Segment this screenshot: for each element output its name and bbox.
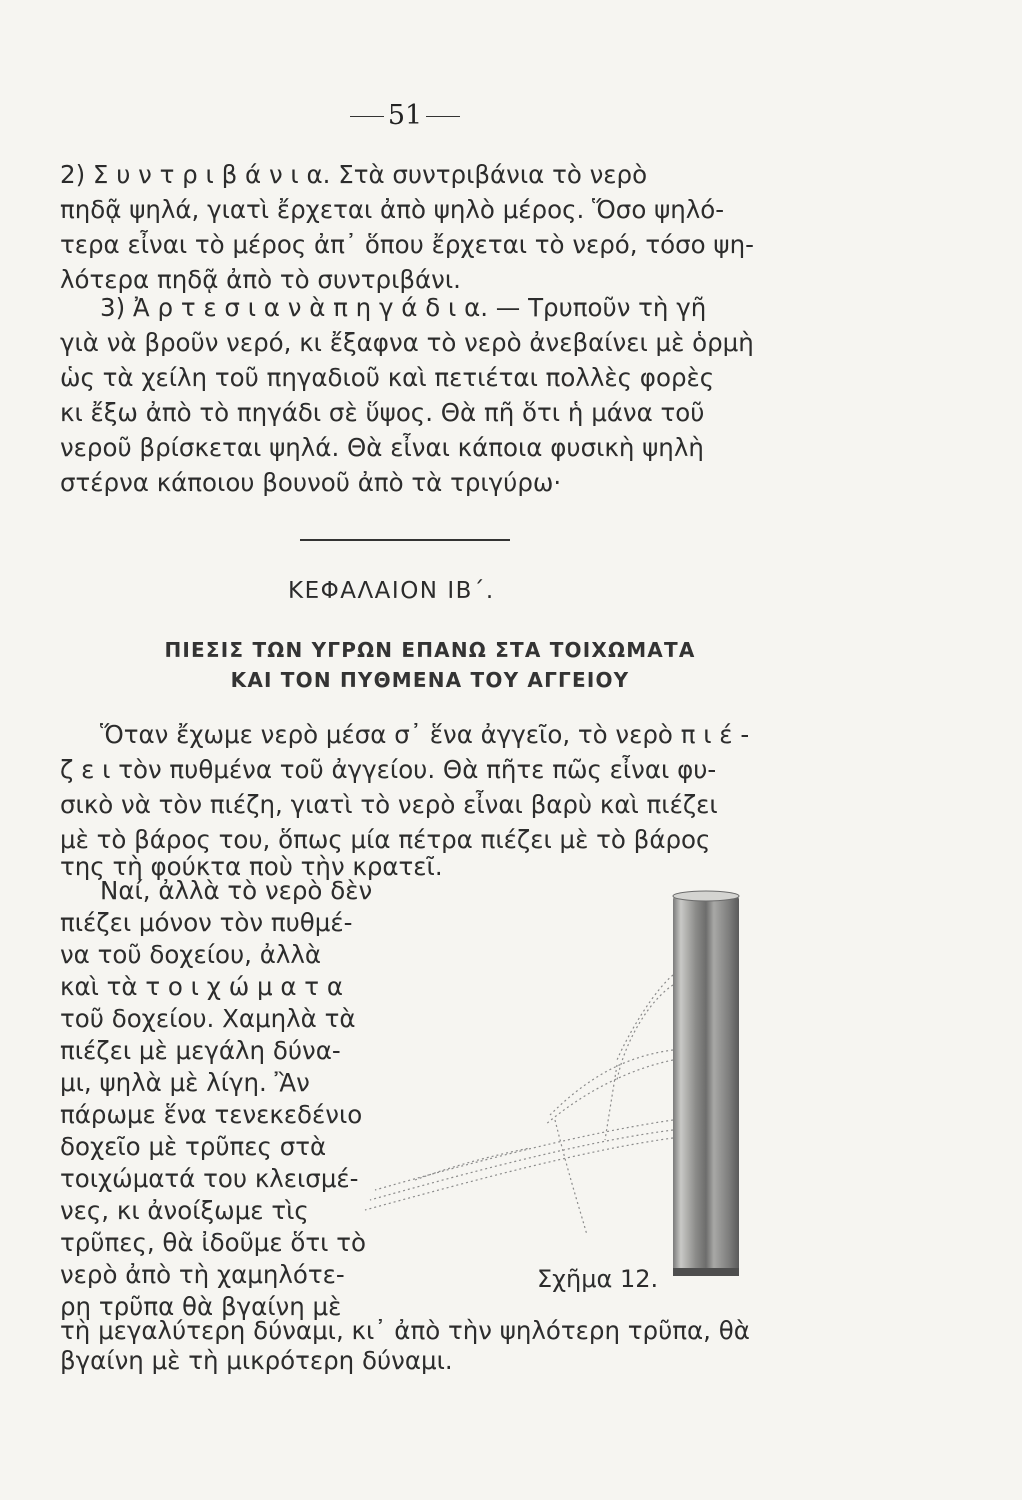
para3-line: ζ ε ι τὸν πυθμένα τοῦ ἀγγείου. Θὰ πῆτε πῶς εἶναι φυ- [60, 755, 717, 784]
water-jets [365, 975, 673, 1235]
dash-left [350, 116, 384, 117]
page-number [340, 100, 470, 131]
para4-line: τοιχώματά του κλεισμέ- [60, 1164, 359, 1193]
dash-right [426, 116, 460, 117]
section-divider [300, 539, 510, 541]
para1-line: πηδᾷ ψηλά, γιατὶ ἔρχεται ἀπὸ ψηλὸ μέρος. Ὅσο ψηλό- [60, 195, 725, 224]
para4-line: πιέζει μὲ μεγάλη δύνα- [60, 1036, 341, 1065]
para4-line: πάρωμε ἕνα τενεκεδένιο [60, 1100, 363, 1129]
para4-line: να τοῦ δοχείου, ἀλλὰ [60, 940, 322, 969]
para4-line: καὶ τὰ τ ο ι χ ώ μ α τ α [60, 972, 343, 1001]
figure-caption: Σχῆμα 12. [537, 1265, 659, 1293]
para2-line: 3) Ἀ ρ τ ε σ ι α ν ὰ π η γ ά δ ι α. — Τρυποῦν τὴ γῆ [100, 293, 707, 322]
para2-line: στέρνα κάποιου βουνοῦ ἀπὸ τὰ τριγύρω· [60, 468, 562, 497]
para4-line: βγαίνη μὲ τὴ μικρότερη δύναμι. [60, 1346, 453, 1375]
chapter-title: ΚΕΦΑΛΑΙΟΝ ΙΒ΄. [288, 578, 495, 604]
para2-line: νεροῦ βρίσκεται ψηλά. Θὰ εἶναι κάποια φυσικὴ ψηλὴ [60, 433, 704, 462]
para4-line: νερὸ ἀπὸ τὴ χαμηλότε- [60, 1260, 345, 1289]
para1-line: λότερα πηδᾷ ἀπὸ τὸ συντριβάνι. [60, 265, 461, 294]
para2-line: ὡς τὰ χείλη τοῦ πηγαδιοῦ καὶ πετιέται πολλὲς φορὲς [60, 363, 715, 392]
para4-line: ρη τρῦπα θὰ βγαίνη μὲ [60, 1292, 342, 1321]
para4-line: τὴ μεγαλύτερη δύναμι, κι᾽ ἀπὸ τὴν ψηλότερη τρῦπα, θὰ [60, 1316, 750, 1345]
para4-line: Ναί, ἀλλὰ τὸ νερὸ δὲν [100, 876, 373, 905]
para4-line: τρῦπες, θὰ ἰδοῦμε ὅτι τὸ [60, 1228, 366, 1257]
para3-line: μὲ τὸ βάρος του, ὅπως μία πέτρα πιέζει μὲ τὸ βάρος [60, 825, 711, 854]
cylinder-icon [673, 891, 739, 1276]
para1-line: τερα εἶναι τὸ μέρος ἀπ᾽ ὅπου ἔρχεται τὸ νερό, τόσο ψη- [60, 230, 754, 259]
para4-line: τοῦ δοχείου. Χαμηλὰ τὰ [60, 1004, 356, 1033]
section-heading-line: ΠΙΕΣΙΣ ΤΩΝ ΥΓΡΩΝ ΕΠΑΝΩ ΣΤΑ ΤΟΙΧΩΜΑΤΑ [164, 638, 696, 662]
para4-line: μι, ψηλὰ μὲ λίγη. Ἂν [60, 1068, 310, 1097]
page-number-text: 51 [387, 100, 423, 131]
para4-line: νες, κι ἀνοίξωμε τὶς [60, 1196, 309, 1225]
para3-line: Ὅταν ἔχωμε νερὸ μέσα σ᾽ ἕνα ἀγγεῖο, τὸ νερὸ π ι έ - [100, 720, 750, 749]
para4-line: πιέζει μόνον τὸν πυθμέ- [60, 908, 353, 937]
para3-line: της τὴ φούκτα ποὺ τὴν κρατεῖ. [60, 852, 443, 881]
section-heading-line: ΚΑΙ ΤΟΝ ΠΥΘΜΕΝΑ ΤΟΥ ΑΓΓΕΙΟΥ [230, 668, 630, 692]
para4-line: δοχεῖο μὲ τρῦπες στὰ [60, 1132, 327, 1161]
cylinder-figure [355, 880, 775, 1300]
para2-line: κι ἔξω ἀπὸ τὸ πηγάδι σὲ ὕψος. Θὰ πῆ ὅτι ἡ μάνα τοῦ [60, 398, 705, 427]
para3-line: σικὸ νὰ τὸν πιέζη, γιατὶ τὸ νερὸ εἶναι βαρὺ καὶ πιέζει [60, 790, 718, 819]
para1-line: 2) Σ υ ν τ ρ ι β ά ν ι α. Στὰ συντριβάνια τὸ νερὸ [60, 160, 648, 189]
para2-line: γιὰ νὰ βροῦν νερό, κι ἔξαφνα τὸ νερὸ ἀνεβαίνει μὲ ὁρμὴ [60, 328, 754, 357]
